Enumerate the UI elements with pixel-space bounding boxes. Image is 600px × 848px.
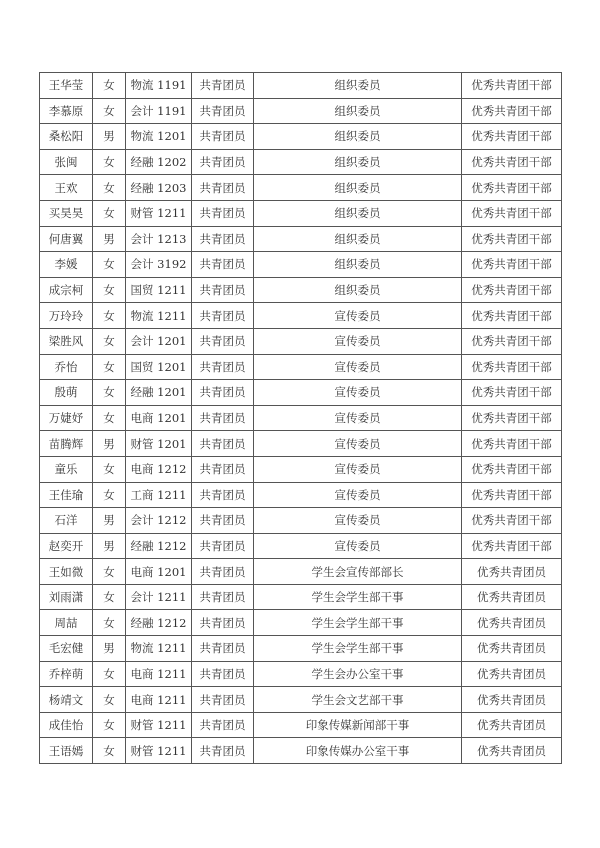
- student-name-cell: 李慕原: [40, 98, 93, 124]
- table-row: [40, 252, 562, 278]
- class-cell: 财管 1211: [126, 712, 192, 738]
- class-cell: 物流 1191: [126, 73, 192, 99]
- political-status-cell: 共青团员: [192, 584, 254, 610]
- award-cell: 优秀共青团干部: [462, 380, 562, 406]
- student-name-cell: 万婕妤: [40, 405, 93, 431]
- award-cell: 优秀共青团干部: [462, 533, 562, 559]
- political-status-cell: 共青团员: [192, 149, 254, 175]
- class-cell: 经融 1202: [126, 149, 192, 175]
- student-name-cell: 王华莹: [40, 73, 93, 99]
- position-cell: 学生会学生部干事: [254, 584, 462, 610]
- award-cell: 优秀共青团干部: [462, 149, 562, 175]
- student-name-cell: 杨靖文: [40, 687, 93, 713]
- position-cell: 学生会学生部干事: [254, 636, 462, 662]
- award-cell: 优秀共青团干部: [462, 508, 562, 534]
- political-status-cell: 共青团员: [192, 277, 254, 303]
- political-status-cell: 共青团员: [192, 124, 254, 150]
- position-cell: 宣传委员: [254, 303, 462, 329]
- gender-cell: 女: [93, 328, 126, 354]
- political-status-cell: 共青团员: [192, 380, 254, 406]
- table-row: [40, 124, 562, 150]
- table-row: [40, 73, 562, 99]
- award-cell: 优秀共青团干部: [462, 482, 562, 508]
- position-cell: 宣传委员: [254, 328, 462, 354]
- gender-cell: 女: [93, 687, 126, 713]
- award-cell: 优秀共青团干部: [462, 226, 562, 252]
- gender-cell: 男: [93, 124, 126, 150]
- political-status-cell: 共青团员: [192, 354, 254, 380]
- table-row: [40, 175, 562, 201]
- student-name-cell: 桑松阳: [40, 124, 93, 150]
- award-cell: 优秀共青团干部: [462, 303, 562, 329]
- award-cell: 优秀共青团干部: [462, 200, 562, 226]
- award-cell: 优秀共青团员: [462, 636, 562, 662]
- class-cell: 财管 1211: [126, 200, 192, 226]
- class-cell: 经融 1212: [126, 533, 192, 559]
- position-cell: 组织委员: [254, 98, 462, 124]
- position-cell: 组织委员: [254, 277, 462, 303]
- class-cell: 经融 1201: [126, 380, 192, 406]
- position-cell: 宣传委员: [254, 405, 462, 431]
- political-status-cell: 共青团员: [192, 226, 254, 252]
- political-status-cell: 共青团员: [192, 303, 254, 329]
- table-row: [40, 584, 562, 610]
- political-status-cell: 共青团员: [192, 73, 254, 99]
- student-name-cell: 张闽: [40, 149, 93, 175]
- class-cell: 国贸 1211: [126, 277, 192, 303]
- award-cell: 优秀共青团员: [462, 687, 562, 713]
- position-cell: 宣传委员: [254, 533, 462, 559]
- class-cell: 电商 1201: [126, 559, 192, 585]
- table-row: [40, 226, 562, 252]
- student-name-cell: 成宗柯: [40, 277, 93, 303]
- student-name-cell: 刘雨潇: [40, 584, 93, 610]
- class-cell: 工商 1211: [126, 482, 192, 508]
- political-status-cell: 共青团员: [192, 252, 254, 278]
- table-row: [40, 328, 562, 354]
- table-row: [40, 533, 562, 559]
- gender-cell: 女: [93, 661, 126, 687]
- gender-cell: 女: [93, 175, 126, 201]
- class-cell: 会计 1213: [126, 226, 192, 252]
- student-name-cell: 童乐: [40, 456, 93, 482]
- table-row: [40, 661, 562, 687]
- position-cell: 组织委员: [254, 149, 462, 175]
- class-cell: 物流 1201: [126, 124, 192, 150]
- class-cell: 物流 1211: [126, 636, 192, 662]
- gender-cell: 女: [93, 200, 126, 226]
- political-status-cell: 共青团员: [192, 687, 254, 713]
- table-row: [40, 354, 562, 380]
- position-cell: 学生会学生部干事: [254, 610, 462, 636]
- political-status-cell: 共青团员: [192, 661, 254, 687]
- political-status-cell: 共青团员: [192, 456, 254, 482]
- gender-cell: 女: [93, 405, 126, 431]
- student-name-cell: 何唐翼: [40, 226, 93, 252]
- position-cell: 学生会文艺部干事: [254, 687, 462, 713]
- gender-cell: 女: [93, 303, 126, 329]
- position-cell: 组织委员: [254, 200, 462, 226]
- position-cell: 宣传委员: [254, 482, 462, 508]
- student-name-cell: 石洋: [40, 508, 93, 534]
- gender-cell: 女: [93, 252, 126, 278]
- student-name-cell: 王欢: [40, 175, 93, 201]
- position-cell: 组织委员: [254, 124, 462, 150]
- gender-cell: 女: [93, 380, 126, 406]
- award-cell: 优秀共青团员: [462, 559, 562, 585]
- student-name-cell: 李媛: [40, 252, 93, 278]
- table-row: [40, 559, 562, 585]
- class-cell: 国贸 1201: [126, 354, 192, 380]
- class-cell: 会计 1212: [126, 508, 192, 534]
- student-name-cell: 王语嫣: [40, 738, 93, 764]
- gender-cell: 女: [93, 712, 126, 738]
- political-status-cell: 共青团员: [192, 431, 254, 457]
- gender-cell: 男: [93, 431, 126, 457]
- class-cell: 物流 1211: [126, 303, 192, 329]
- gender-cell: 女: [93, 354, 126, 380]
- political-status-cell: 共青团员: [192, 328, 254, 354]
- gender-cell: 女: [93, 149, 126, 175]
- gender-cell: 女: [93, 456, 126, 482]
- class-cell: 电商 1211: [126, 661, 192, 687]
- position-cell: 组织委员: [254, 73, 462, 99]
- class-cell: 会计 1201: [126, 328, 192, 354]
- student-name-cell: 万玲玲: [40, 303, 93, 329]
- award-cell: 优秀共青团干部: [462, 73, 562, 99]
- table-row: [40, 380, 562, 406]
- award-cell: 优秀共青团干部: [462, 456, 562, 482]
- position-cell: 宣传委员: [254, 380, 462, 406]
- student-name-cell: 王佳瑜: [40, 482, 93, 508]
- position-cell: 组织委员: [254, 175, 462, 201]
- award-cell: 优秀共青团干部: [462, 98, 562, 124]
- position-cell: 宣传委员: [254, 431, 462, 457]
- award-cell: 优秀共青团干部: [462, 354, 562, 380]
- position-cell: 宣传委员: [254, 354, 462, 380]
- student-name-cell: 殷萌: [40, 380, 93, 406]
- table-row: [40, 610, 562, 636]
- gender-cell: 女: [93, 73, 126, 99]
- gender-cell: 女: [93, 584, 126, 610]
- award-cell: 优秀共青团干部: [462, 277, 562, 303]
- class-cell: 电商 1201: [126, 405, 192, 431]
- position-cell: 宣传委员: [254, 508, 462, 534]
- class-cell: 经融 1203: [126, 175, 192, 201]
- student-name-cell: 周喆: [40, 610, 93, 636]
- class-cell: 财管 1211: [126, 738, 192, 764]
- student-name-cell: 赵奕开: [40, 533, 93, 559]
- political-status-cell: 共青团员: [192, 559, 254, 585]
- class-cell: 电商 1211: [126, 687, 192, 713]
- student-name-cell: 买昊昊: [40, 200, 93, 226]
- class-cell: 财管 1201: [126, 431, 192, 457]
- position-cell: 学生会宣传部部长: [254, 559, 462, 585]
- gender-cell: 女: [93, 738, 126, 764]
- position-cell: 组织委员: [254, 226, 462, 252]
- political-status-cell: 共青团员: [192, 712, 254, 738]
- student-name-cell: 乔怡: [40, 354, 93, 380]
- award-cell: 优秀共青团干部: [462, 431, 562, 457]
- table-row: [40, 482, 562, 508]
- table-row: [40, 431, 562, 457]
- gender-cell: 女: [93, 98, 126, 124]
- table-row: [40, 738, 562, 764]
- class-cell: 会计 1211: [126, 584, 192, 610]
- class-cell: 经融 1212: [126, 610, 192, 636]
- class-cell: 电商 1212: [126, 456, 192, 482]
- political-status-cell: 共青团员: [192, 405, 254, 431]
- award-cell: 优秀共青团员: [462, 738, 562, 764]
- award-cell: 优秀共青团员: [462, 712, 562, 738]
- gender-cell: 女: [93, 482, 126, 508]
- position-cell: 学生会办公室干事: [254, 661, 462, 687]
- award-cell: 优秀共青团干部: [462, 175, 562, 201]
- award-cell: 优秀共青团干部: [462, 328, 562, 354]
- gender-cell: 女: [93, 277, 126, 303]
- gender-cell: 男: [93, 636, 126, 662]
- award-cell: 优秀共青团干部: [462, 405, 562, 431]
- position-cell: 印象传媒新闻部干事: [254, 712, 462, 738]
- political-status-cell: 共青团员: [192, 533, 254, 559]
- student-name-cell: 苗腾辉: [40, 431, 93, 457]
- table-row: [40, 98, 562, 124]
- student-name-cell: 成佳怡: [40, 712, 93, 738]
- gender-cell: 男: [93, 533, 126, 559]
- political-status-cell: 共青团员: [192, 636, 254, 662]
- table-row: [40, 712, 562, 738]
- class-cell: 会计 3192: [126, 252, 192, 278]
- award-cell: 优秀共青团员: [462, 610, 562, 636]
- political-status-cell: 共青团员: [192, 200, 254, 226]
- table-row: [40, 149, 562, 175]
- award-cell: 优秀共青团干部: [462, 124, 562, 150]
- table-row: [40, 200, 562, 226]
- political-status-cell: 共青团员: [192, 482, 254, 508]
- position-cell: 宣传委员: [254, 456, 462, 482]
- gender-cell: 男: [93, 508, 126, 534]
- student-name-cell: 王如微: [40, 559, 93, 585]
- award-cell: 优秀共青团干部: [462, 252, 562, 278]
- table-row: [40, 636, 562, 662]
- political-status-cell: 共青团员: [192, 738, 254, 764]
- table-row: [40, 456, 562, 482]
- political-status-cell: 共青团员: [192, 175, 254, 201]
- award-cell: 优秀共青团员: [462, 584, 562, 610]
- student-name-cell: 毛宏健: [40, 636, 93, 662]
- roster-table-body: [40, 73, 562, 764]
- class-cell: 会计 1191: [126, 98, 192, 124]
- table-row: [40, 687, 562, 713]
- student-name-cell: 乔梓萌: [40, 661, 93, 687]
- table-row: [40, 405, 562, 431]
- political-status-cell: 共青团员: [192, 98, 254, 124]
- political-status-cell: 共青团员: [192, 508, 254, 534]
- table-row: [40, 277, 562, 303]
- student-name-cell: 梁胜风: [40, 328, 93, 354]
- gender-cell: 男: [93, 226, 126, 252]
- table-row: [40, 303, 562, 329]
- political-status-cell: 共青团员: [192, 610, 254, 636]
- position-cell: 印象传媒办公室干事: [254, 738, 462, 764]
- table-row: [40, 508, 562, 534]
- award-roster-table: [39, 72, 562, 764]
- award-cell: 优秀共青团员: [462, 661, 562, 687]
- position-cell: 组织委员: [254, 252, 462, 278]
- gender-cell: 女: [93, 559, 126, 585]
- gender-cell: 女: [93, 610, 126, 636]
